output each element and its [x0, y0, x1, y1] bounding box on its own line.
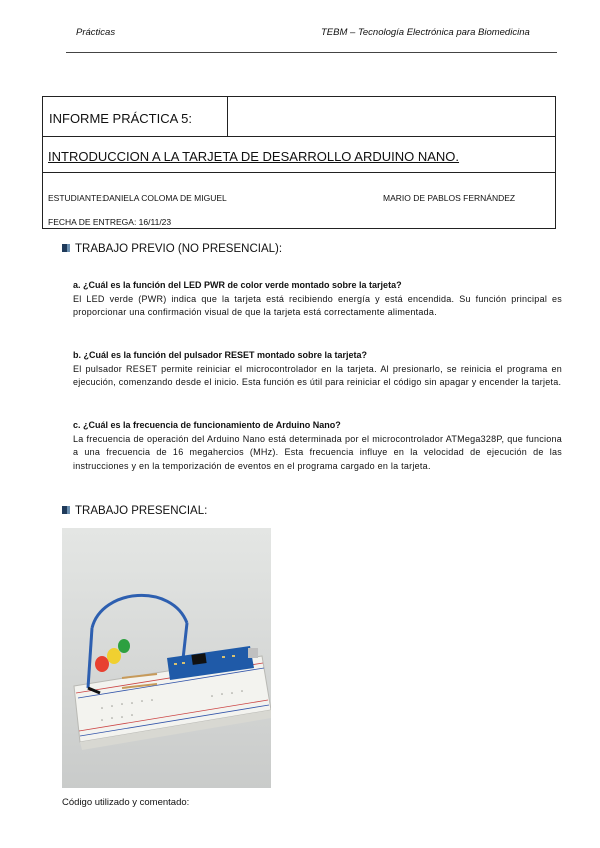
student-name-1: DANIELA COLOMA DE MIGUEL — [103, 193, 227, 203]
delivery-date: FECHA DE ENTREGA: 16/11/23 — [48, 217, 172, 227]
answer-a: El LED verde (PWR) indica que la tarjeta está recibiendo energía y está encendida. Su función principal es proporcionar una confirmación visual de que la tarjeta está correctamente alimentada. — [73, 294, 562, 318]
code-caption: Código utilizado y comentado: — [62, 797, 190, 808]
square-bullet-icon — [62, 506, 70, 514]
student-name-2: MARIO DE PABLOS FERNÁNDEZ — [383, 193, 516, 203]
answer-b: El pulsador RESET permite reiniciar el microcontrolador en la tarjeta. Al presionarlo, se reinicia el programa en ejecución, comenzando desde el inicio. Esta función es útil para reiniciar el código sin apagar y encender la tarjeta. — [73, 364, 562, 388]
section-heading-previo: TRABAJO PREVIO (NO PRESENCIAL): — [62, 243, 282, 255]
report-subtitle: INTRODUCCION A LA TARJETA DE DESARROLLO ARDUINO NANO. — [48, 149, 460, 164]
report-title: INFORME PRÁCTICA 5: — [49, 111, 193, 126]
answer-c: La frecuencia de operación del Arduino Nano está determinada por el microcontrolador ATMega328P, que funciona a una frecuencia de 16 megahercios (MHz). Esta frecuencia influye en la velocidad de ejecución de las instrucciones y en la temporización de eventos en el programa cargado en la tarjeta. — [73, 434, 562, 471]
header-left: Prácticas — [76, 27, 116, 38]
section-heading-presencial: TRABAJO PRESENCIAL: — [62, 505, 207, 517]
header-rule — [66, 52, 557, 53]
report-info-box — [42, 96, 556, 229]
arduino-circuit-photo — [62, 528, 271, 788]
question-a: a. ¿Cuál es la función del LED PWR de color verde montado sobre la tarjeta? — [73, 280, 402, 290]
question-c: c. ¿Cuál es la frecuencia de funcionamiento de Arduino Nano? — [73, 420, 341, 430]
square-bullet-icon — [62, 244, 70, 252]
question-b: b. ¿Cuál es la función del pulsador RESET montado sobre la tarjeta? — [73, 350, 368, 360]
student-label: ESTUDIANTE: — [48, 193, 105, 203]
header-right: TEBM – Tecnología Electrónica para Biomedicina — [321, 27, 530, 38]
